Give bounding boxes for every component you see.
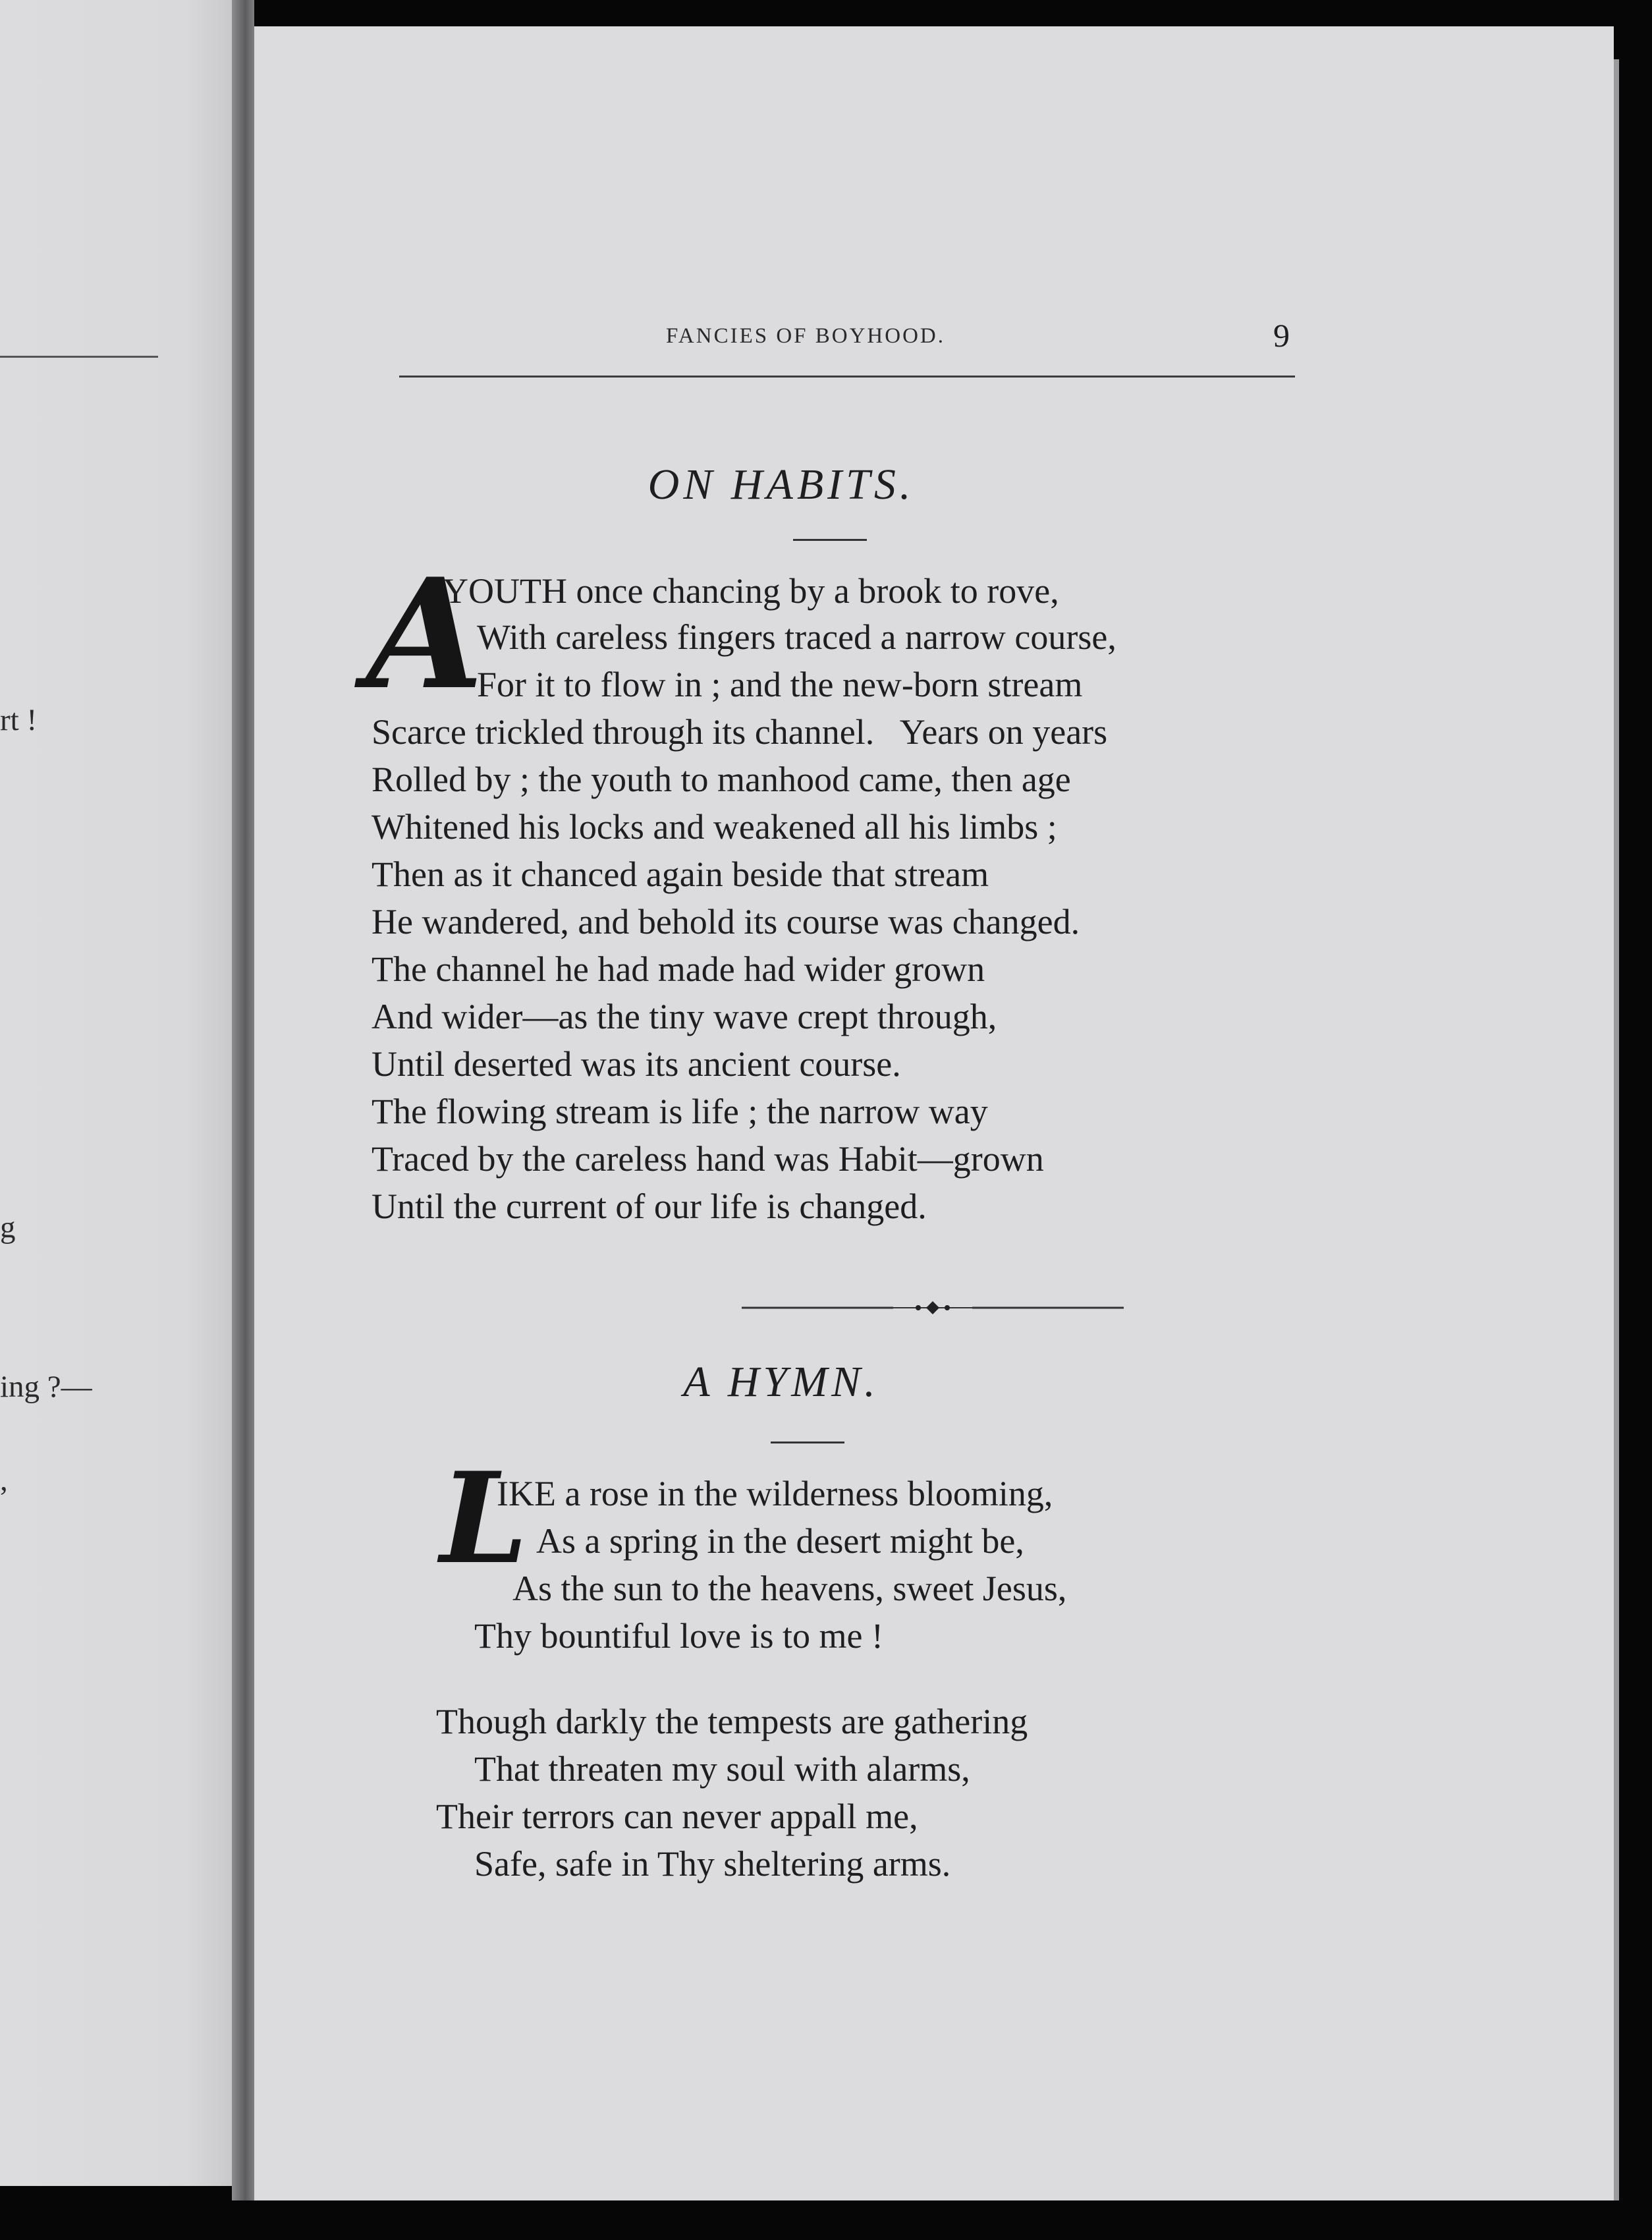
running-head: FANCIES OF BOYHOOD. [666, 324, 946, 348]
verse-line: Safe, safe in Thy sheltering arms. [474, 1844, 951, 1884]
page-number: 9 [1273, 317, 1290, 354]
verse-line: As the sun to the heavens, sweet Jesus, [512, 1569, 1067, 1608]
page-edge-shadow [1614, 59, 1619, 2200]
verse-line: Until the current of our life is changed. [372, 1187, 927, 1226]
verse-line: And wider—as the tiny wave crept through, [372, 997, 997, 1036]
section-ornament [742, 1298, 1124, 1318]
dropcap-letter: A [366, 546, 484, 723]
verse-line: He wandered, and behold its course was changed. [372, 902, 1080, 941]
poem-title: ON HABITS. [647, 461, 915, 509]
verse-line: As a spring in the desert might be, [536, 1521, 1024, 1561]
left-page-fragment: rt ! [0, 703, 38, 737]
verse-line: The channel he had made had wider grown [372, 949, 985, 989]
verse-line: Their terrors can never appall me, [436, 1797, 918, 1836]
verse-line: Though darkly the tempests are gathering [436, 1702, 1028, 1741]
left-page-fragment: ing ?— [0, 1370, 92, 1404]
verse-line: For it to flow in ; and the new-born stream [477, 665, 1083, 704]
verse-line: That threaten my soul with alarms, [474, 1749, 970, 1789]
dropcap-letter: L [440, 1445, 528, 1592]
verse-line: With careless fingers traced a narrow course, [477, 617, 1116, 657]
verse-line: YOUTH once chancing by a brook to rove, [443, 571, 1059, 611]
verse-line: Then as it chanced again beside that stream [372, 854, 989, 894]
verse-line: The flowing stream is life ; the narrow way [372, 1092, 988, 1131]
verse-line: Until deserted was its ancient course. [372, 1044, 901, 1084]
verse-line: Whitened his locks and weakened all his limbs ; [372, 807, 1057, 847]
left-page [0, 0, 232, 2186]
verse-line: Traced by the careless hand was Habit—grown [372, 1139, 1044, 1179]
right-page [254, 26, 1614, 2200]
verse-line: Thy bountiful love is to me ! [474, 1616, 883, 1656]
verse-line: Rolled by ; the youth to manhood came, then age [372, 760, 1071, 799]
header-rule [399, 376, 1295, 378]
title-rule [771, 1442, 844, 1443]
left-page-fragment: g [0, 1210, 16, 1245]
poem-title: A HYMN. [683, 1358, 879, 1406]
gutter-shadow [232, 0, 254, 2200]
verse-line: IKE a rose in the wilderness blooming, [497, 1474, 1053, 1513]
verse-line: Scarce trickled through its channel. Years on years [372, 712, 1108, 752]
left-page-fragment: , [0, 1463, 8, 1498]
title-rule [793, 539, 867, 541]
left-page-rule [0, 356, 158, 358]
